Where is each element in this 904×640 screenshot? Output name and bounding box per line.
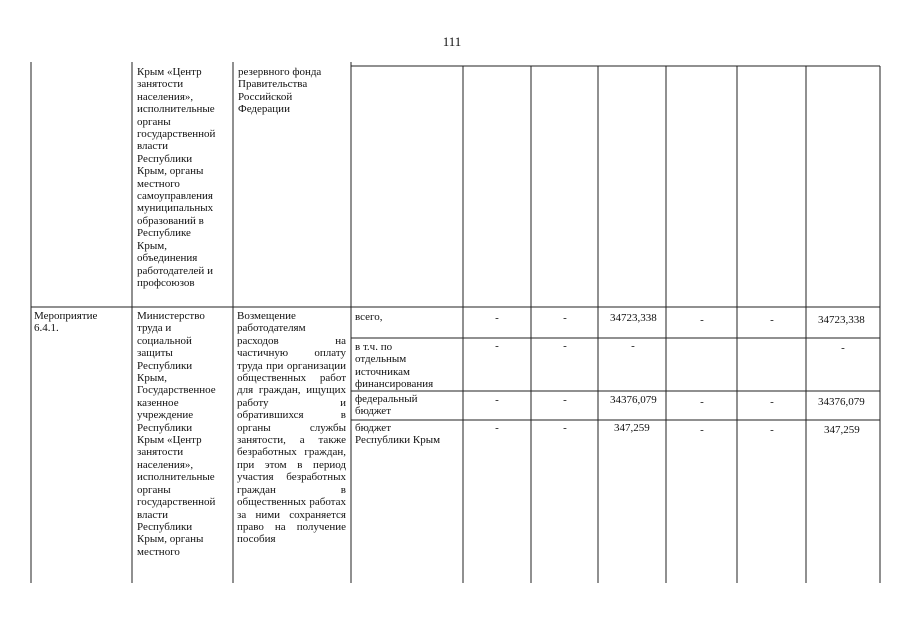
cell-federal-c2: -	[563, 394, 567, 406]
cell-total-c1: -	[495, 312, 499, 324]
cell-total-c4: -	[700, 314, 704, 326]
cell-breakdown-sum: -	[841, 342, 845, 354]
event-executor: Министерство труда и социальной защиты Республики Крым, Государственное казенное учреждение Республики Крым «Центр занятости населения», исполнительные органы государственной власти Республики Крым, органы местного	[137, 310, 216, 558]
cell-federal-c4: -	[700, 396, 704, 408]
cell-regional-c3: 347,259	[614, 422, 650, 434]
cell-federal-c5: -	[770, 396, 774, 408]
cell-breakdown-c3: -	[631, 340, 635, 352]
cell-federal-sum: 34376,079	[818, 396, 865, 408]
cell-breakdown-c2: -	[563, 340, 567, 352]
top-row-executor: Крым «Центр занятости населения», исполнительные органы государственной власти Республики Крым, органы местного самоуправления муниципальных образований в Республике Крым, объединения работодателей и профсоюзов	[137, 66, 216, 289]
cell-regional-c4: -	[700, 424, 704, 436]
finance-source-total: всего,	[355, 311, 383, 323]
cell-total-sum: 34723,338	[818, 314, 865, 326]
cell-total-c5: -	[770, 314, 774, 326]
cell-regional-c1: -	[495, 422, 499, 434]
page-number: 111	[442, 34, 462, 49]
event-description: Возмещение работодателям расходов на частичную оплату труда при организации общественных работ для граждан, ищущих работу и обратившихся в органы службы занятости, а также безработных граждан, при этом в период участия безработных граждан в общественных работах за ними сохраняется право на получение пособия	[237, 310, 346, 546]
top-row-description: резервного фонда Правительства Российской Федерации	[238, 66, 322, 116]
cell-regional-c2: -	[563, 422, 567, 434]
cell-breakdown-c1: -	[495, 340, 499, 352]
cell-total-c2: -	[563, 312, 567, 324]
finance-source-federal: федеральный бюджет	[355, 393, 418, 418]
cell-regional-c5: -	[770, 424, 774, 436]
finance-source-regional: бюджет Республики Крым	[355, 422, 441, 447]
cell-regional-sum: 347,259	[824, 424, 860, 436]
cell-total-c3: 34723,338	[610, 312, 657, 324]
cell-federal-c3: 34376,079	[610, 394, 657, 406]
finance-source-breakdown: в т.ч. по отдельным источникам финансирования	[355, 341, 434, 391]
cell-federal-c1: -	[495, 394, 499, 406]
event-label: Мероприятие 6.4.1.	[34, 310, 98, 335]
